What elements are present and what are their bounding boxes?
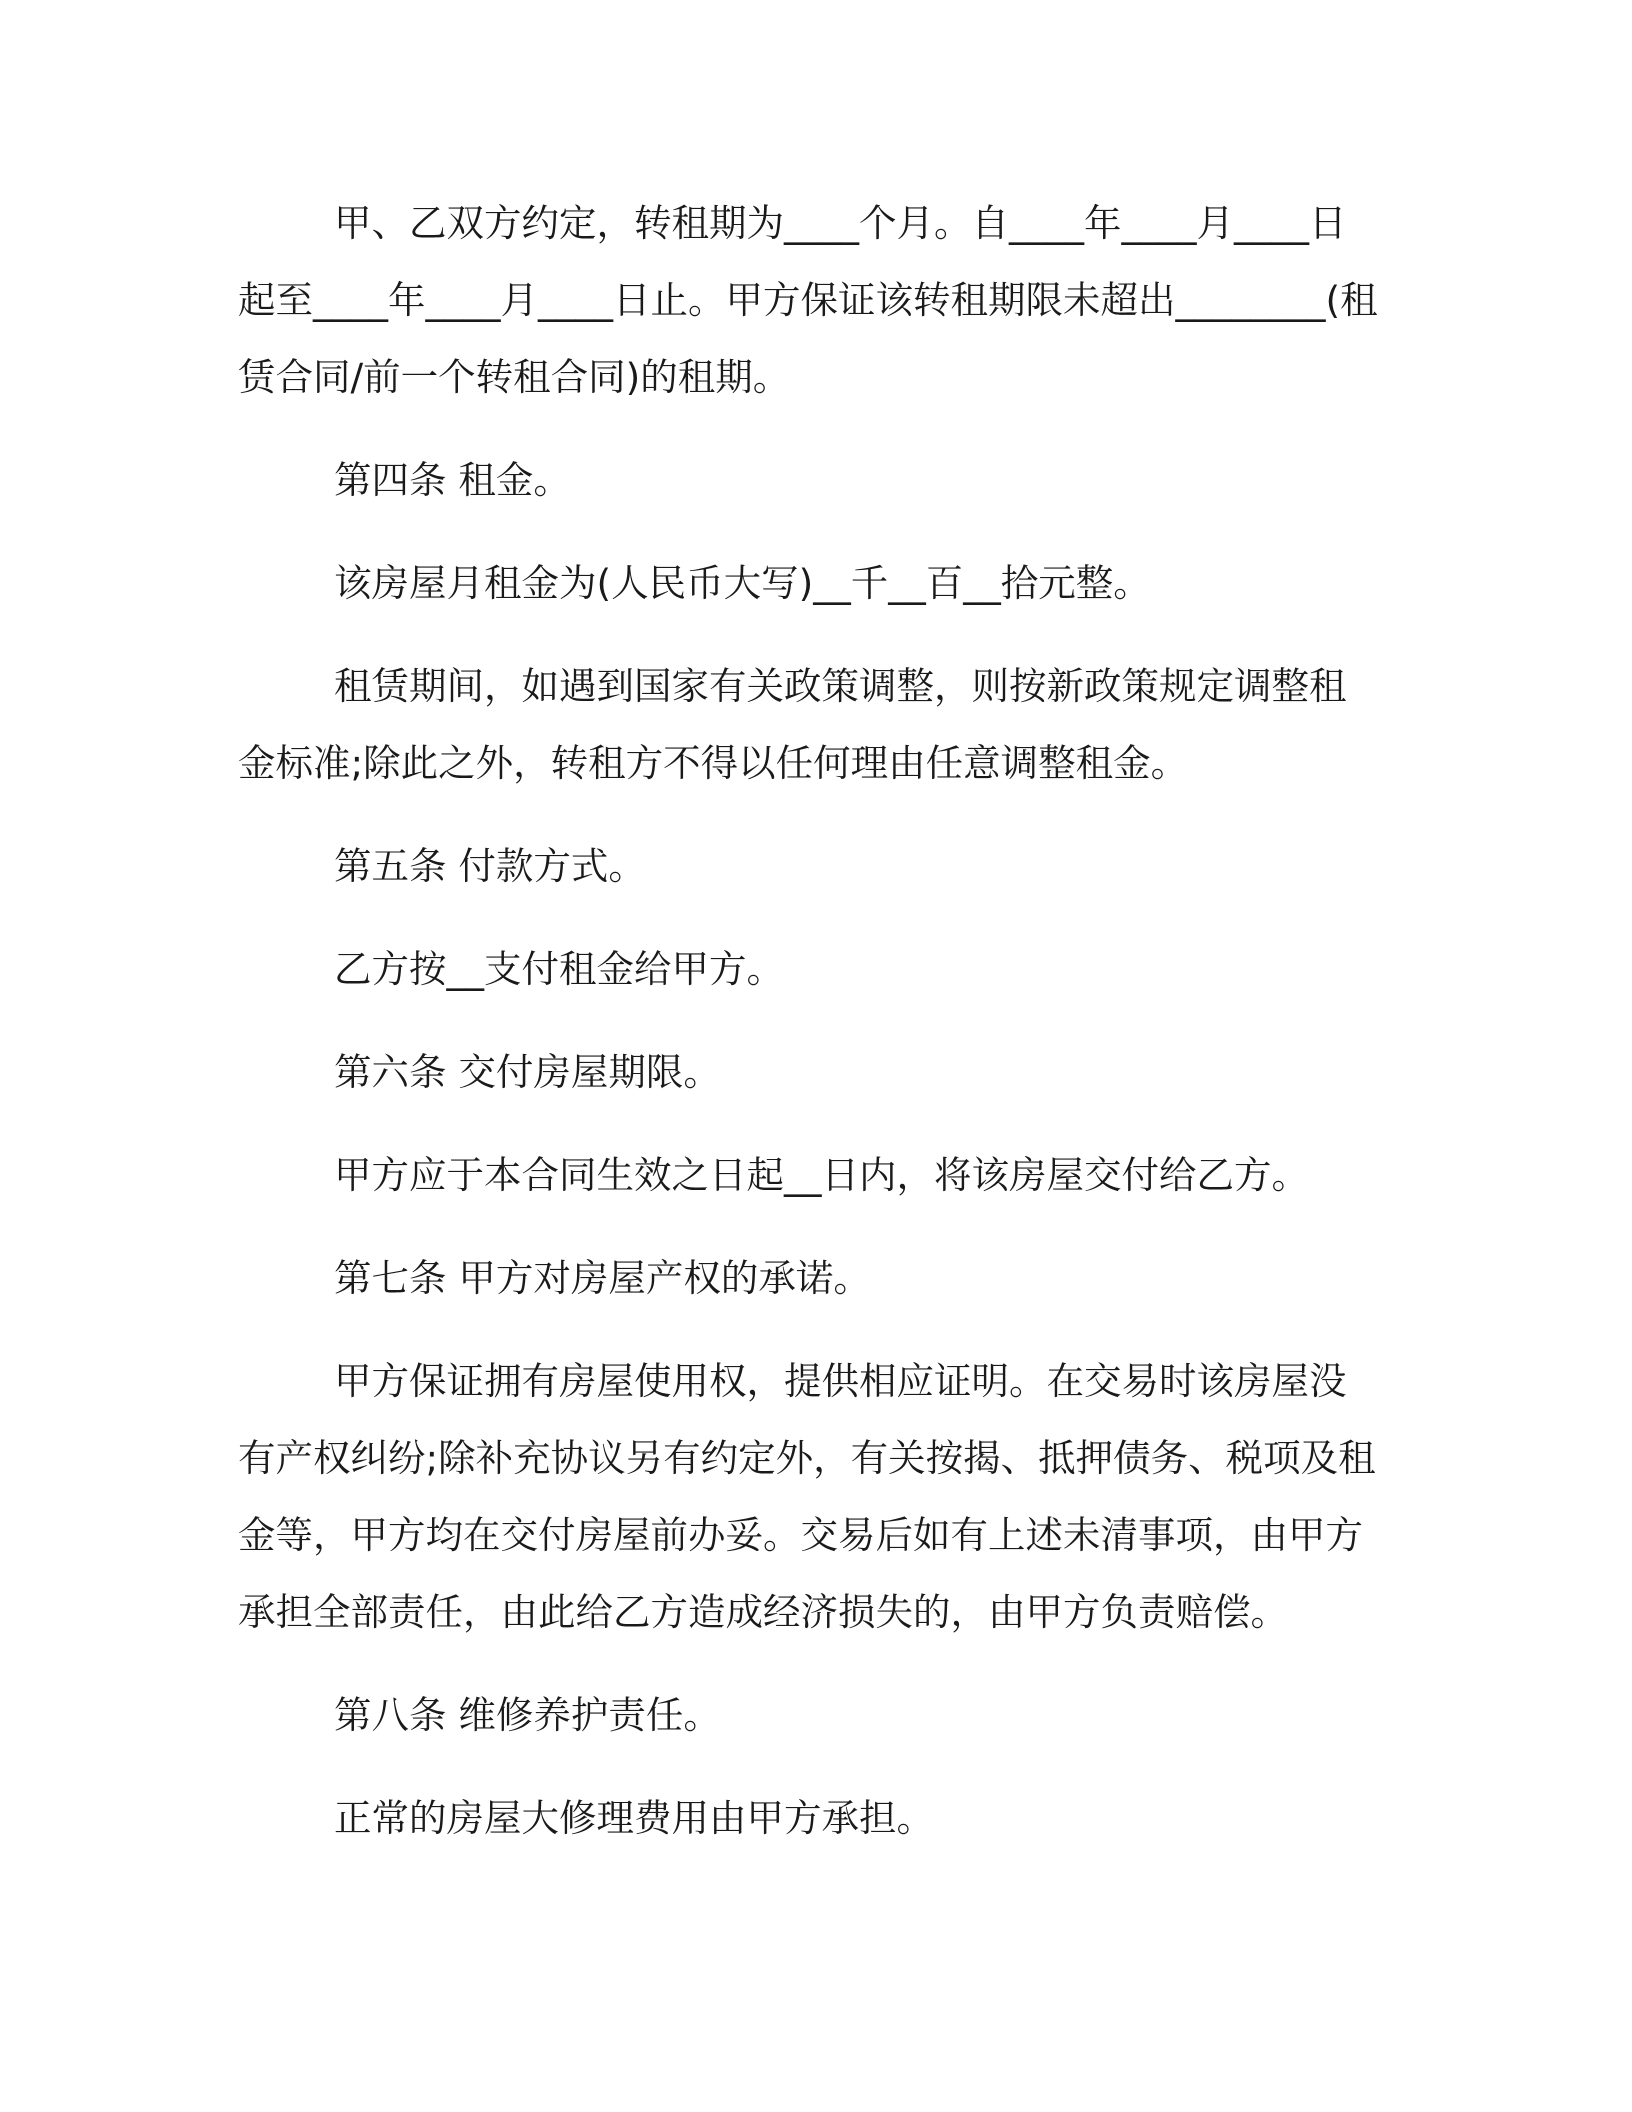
heading-article-5-payment: 第五条 付款方式。	[334, 844, 646, 888]
paragraph-lease-term: 甲、乙双方约定，转租期为____个月。自____年____月____日起至____年____月____日止。甲方保证该转租期限未超出________(租赁合同/前一个转租合同)的租期。	[238, 201, 1378, 399]
heading-article-7-ownership: 第七条 甲方对房屋产权的承诺。	[334, 1256, 871, 1300]
paragraph-rent-adjustment: 租赁期间，如遇到国家有关政策调整，则按新政策规定调整租金标准;除此之外，转租方不得以任何理由任意调整租金。	[238, 664, 1347, 785]
paragraph-monthly-rent: 该房屋月租金为(人民币大写)__千__百__拾元整。	[334, 561, 1151, 605]
paragraph-ownership-guarantee: 甲方保证拥有房屋使用权，提供相应证明。在交易时该房屋没有产权纠纷;除补充协议另有约定外，有关按揭、抵押债务、税项及租金等，甲方均在交付房屋前办妥。交易后如有上述未清事项，由甲方承担全部责任，由此给乙方造成经济损失的，由甲方负责赔偿。	[238, 1359, 1376, 1634]
heading-article-4-rent: 第四条 租金。	[334, 458, 571, 502]
paragraph-repair-costs: 正常的房屋大修理费用由甲方承担。	[334, 1796, 934, 1840]
heading-article-6-delivery: 第六条 交付房屋期限。	[334, 1050, 721, 1094]
paragraph-payment-method: 乙方按__支付租金给甲方。	[334, 947, 784, 991]
paragraph-delivery-deadline: 甲方应于本合同生效之日起__日内，将该房屋交付给乙方。	[334, 1153, 1309, 1197]
document-body	[238, 185, 1378, 1883]
heading-article-8-maintenance: 第八条 维修养护责任。	[334, 1693, 721, 1737]
